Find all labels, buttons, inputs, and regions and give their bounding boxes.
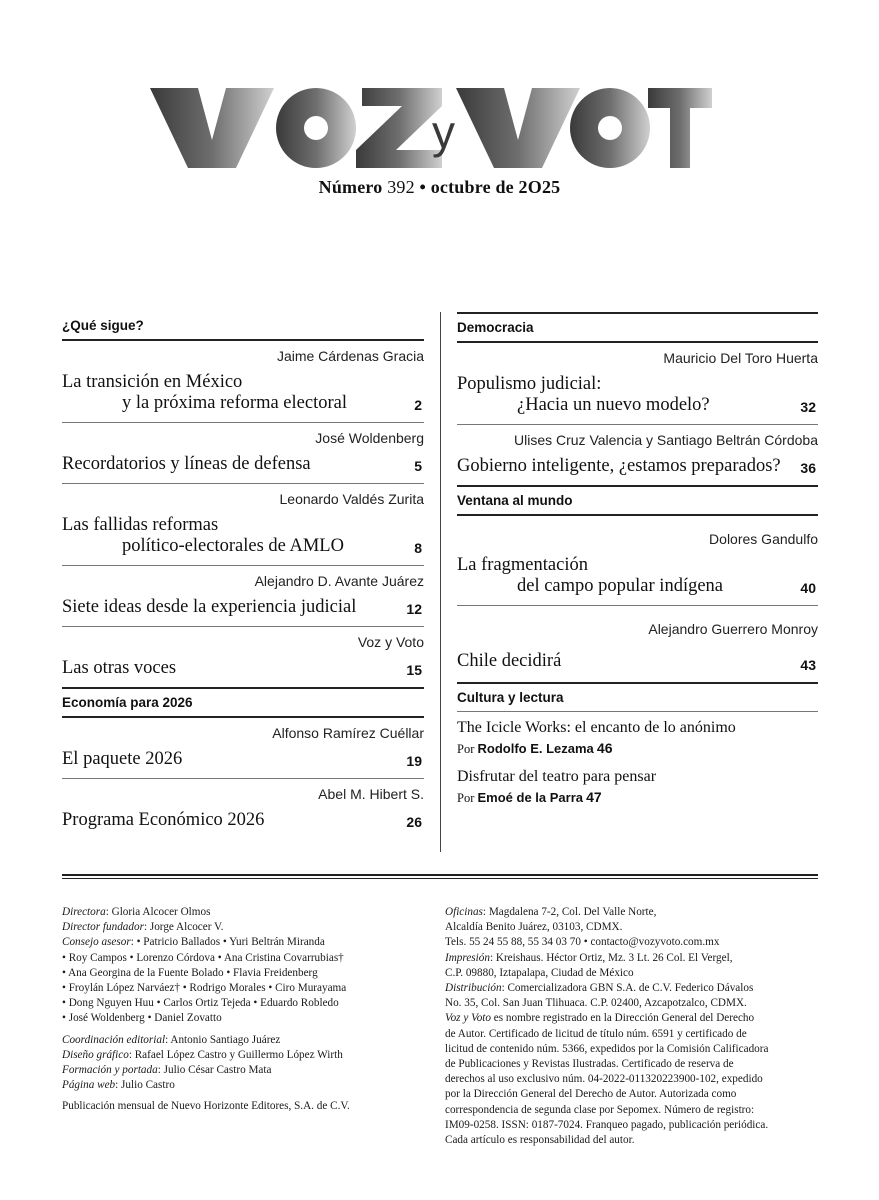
issue-line [0, 177, 879, 198]
culture-title[interactable]: The Icicle Works: el encanto de lo anónimo [457, 719, 736, 736]
entry-page: 32 [800, 399, 816, 415]
contact-line: Tels. 55 24 55 88, 55 34 03 70 • contacto@vozyvoto.com.mx [445, 936, 720, 949]
toc-entry[interactable] [62, 718, 424, 779]
toc-entry[interactable] [457, 516, 818, 606]
entry-page: 26 [406, 814, 422, 830]
culture-page: 46 [596, 740, 613, 756]
issue-number: 392 [387, 177, 415, 197]
entry-title[interactable]: Gobierno inteligente, ¿estamos preparados? [457, 456, 781, 476]
entry-page: 36 [800, 460, 816, 476]
credits-right: Oficinas: Magdalena 7-2, Col. Del Valle Norte, Alcaldía Benito Juárez, 03103, CDMX. Tels. 55 24 55 88, 55 34 03 70 • contacto@vozyvoto.com.mx Impresión: Kreishaus. Héctor Ortiz, Mz. 3 Lt. 26 Col. El Vergel, C.P. 09880, Iztapalapa, Ciudad de México Distribución: Comercializadora GBN S.A. de C.V. Federico Dávalos No. 35, Col. San Juan Tlihuaca. C.P. 02400, Azcapotzalco, CDMX. Voz y Voto es nombre registrado en la Dirección General del Derecho de Autor. Certificado de licitud de título núm. 6591 y certificado de licitud de contenido núm. 5366, expedidos por la Comisión Calificadora de Publicaciones y Revistas Ilustradas. Certificado de reserva de derechos al uso exclusivo núm. 04-2022-011320223900-102, expedido por la Dirección General del Derecho de Autor. Autorizada como correspondencia de segunda clase por Sepomex. Número de registro: IM09-0258. ISSN: 0187-7024. Franqueo pagado, publicación periódica. Cada artículo es responsabilidad del autor. [445, 905, 825, 1148]
magazine-logo [150, 84, 730, 172]
culture-page: 47 [586, 789, 602, 805]
entry-author: José Woldenberg [315, 430, 424, 446]
toc-entry[interactable] [62, 566, 424, 627]
section-title: Democracia [457, 312, 818, 343]
section-title: Economía para 2026 [62, 689, 424, 718]
credit-line: Director fundador: Jorge Alcocer V. [62, 921, 224, 934]
credit-line: • Froylán López Narváez† • Rodrigo Morales • Ciro Murayama [62, 982, 347, 995]
credits-left [62, 905, 422, 1115]
entry-page: 19 [406, 753, 422, 769]
entry-title[interactable]: La fragmentación del campo popular indígena [457, 555, 724, 596]
entry-author: Leonardo Valdés Zurita [279, 491, 424, 507]
section-title: Cultura y lectura [457, 684, 818, 712]
credit-line: Coordinación editorial: Antonio Santiago Juárez [62, 1033, 281, 1046]
toc-entry[interactable] [457, 425, 818, 487]
entry-title[interactable]: Chile decidirá [457, 651, 562, 671]
entry-author: Voz y Voto [357, 634, 424, 650]
culture-author: Rodolfo E. Lezama [477, 741, 594, 756]
entry-title[interactable]: Las otras voces [62, 658, 177, 678]
credit-line: Formación y portada: Julio César Castro Mata [62, 1064, 272, 1077]
culture-entry[interactable] [457, 712, 818, 761]
svg-text:y: y [432, 106, 455, 158]
entry-author: Abel M. Hibert S. [318, 786, 424, 802]
credit-line: Directora: Gloria Alcocer Olmos [62, 906, 211, 918]
entry-title[interactable]: Las fallidas reformas político-electorales de AMLO [62, 515, 344, 556]
section-title: Ventana al mundo [457, 487, 818, 516]
entry-title[interactable]: Populismo judicial: ¿Hacia un nuevo modelo? [457, 374, 710, 415]
entry-page: 8 [414, 540, 422, 556]
entry-title[interactable]: Siete ideas desde la experiencia judicial [62, 597, 357, 617]
culture-author: Emoé de la Parra [477, 790, 583, 805]
distribucion-line: Distribución: Comercializadora GBN S.A. de C.V. Federico Dávalos [445, 982, 754, 995]
entry-author: Alejandro D. Avante Juárez [254, 573, 424, 589]
credit-line: Página web: Julio Castro [62, 1079, 175, 1092]
credit-line: • Ana Georgina de la Fuente Bolado • Flavia Freidenberg [62, 966, 318, 979]
credit-line: Consejo asesor: • Patricio Ballados • Yuri Beltrán Miranda [62, 936, 325, 949]
toc-entry[interactable] [62, 423, 424, 484]
legal-line: Voz y Voto es nombre registrado en la Dirección General del Derecho [445, 1012, 755, 1025]
entry-page: 12 [406, 601, 422, 617]
publisher-line: Publicación mensual de Nuevo Horizonte Editores, S.A. de C.V. [62, 1100, 350, 1113]
entry-page: 2 [414, 397, 422, 413]
footer-rule [62, 874, 818, 876]
footer-rule-thin [62, 878, 818, 879]
credit-line: • Dong Nguyen Huu • Carlos Ortiz Tejeda • Eduardo Robledo [62, 997, 339, 1010]
entry-author: Mauricio Del Toro Huerta [663, 350, 818, 366]
right-column [457, 312, 818, 810]
entry-author: Alejandro Guerrero Monroy [648, 621, 818, 637]
culture-byline: Por Emoé de la Parra 47 [457, 789, 602, 805]
left-column [62, 312, 424, 839]
culture-title[interactable]: Disfrutar del teatro para pensar [457, 768, 657, 785]
toc-entry[interactable] [62, 779, 424, 839]
impresion-line: Impresión: Kreishaus. Héctor Ortiz, Mz. 3 Lt. 26 Col. El Vergel, [445, 951, 733, 964]
culture-byline: Por Rodolfo E. Lezama 46 [457, 740, 613, 756]
logo-graphic [150, 84, 730, 172]
issue-date: • octubre de 2O25 [419, 177, 561, 197]
entry-page: 15 [406, 662, 422, 678]
entry-page: 40 [800, 580, 816, 596]
toc-entry[interactable] [62, 341, 424, 423]
section-title: ¿Qué sigue? [62, 312, 424, 341]
entry-title[interactable]: La transición en México y la próxima reforma electoral [62, 372, 347, 413]
credit-line: • Roy Campos • Lorenzo Córdova • Ana Cristina Covarrubias† [62, 951, 344, 964]
entry-title[interactable]: El paquete 2026 [62, 749, 183, 769]
entry-title[interactable]: Programa Económico 2026 [62, 810, 265, 830]
entry-author: Jaime Cárdenas Gracia [276, 348, 424, 364]
entry-page: 5 [414, 458, 422, 474]
entry-author: Alfonso Ramírez Cuéllar [272, 725, 424, 741]
oficinas-line: Oficinas: Magdalena 7-2, Col. Del Valle Norte, [445, 906, 657, 918]
credit-line: • José Woldenberg • Daniel Zovatto [62, 1012, 222, 1025]
culture-entry[interactable] [457, 761, 818, 810]
credit-line: Diseño gráfico: Rafael López Castro y Guillermo López Wirth [62, 1048, 343, 1061]
toc-entry[interactable] [457, 343, 818, 425]
entry-page: 43 [800, 657, 816, 673]
toc-entry[interactable] [457, 606, 818, 684]
issue-label: Número [318, 177, 383, 197]
toc-entry[interactable] [62, 627, 424, 689]
toc-entry[interactable] [62, 484, 424, 566]
entry-author: Dolores Gandulfo [709, 531, 818, 547]
column-divider [440, 312, 441, 852]
entry-author: Ulises Cruz Valencia y Santiago Beltrán Córdoba [513, 432, 818, 448]
entry-title[interactable]: Recordatorios y líneas de defensa [62, 454, 311, 474]
